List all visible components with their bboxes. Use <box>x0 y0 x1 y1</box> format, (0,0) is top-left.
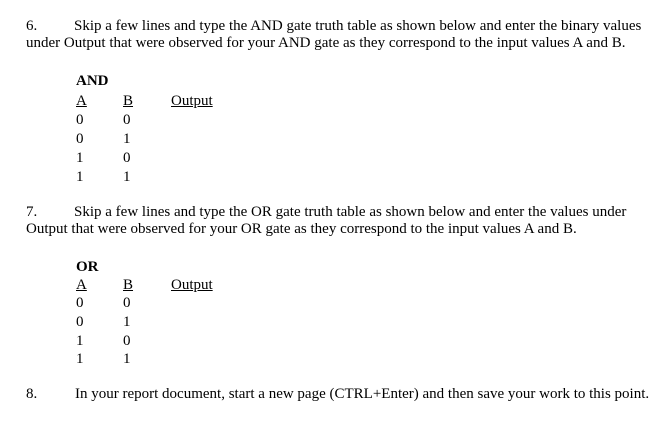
step-text: Skip a few lines and type the OR gate truth table as shown below and enter the values under Output that were observed for your OR gate as they correspond to the input values A and B. <box>26 204 627 237</box>
table-row <box>70 112 230 129</box>
cell-b: 1 <box>123 169 131 185</box>
step-text: In your report document, start a new page (CTRL+Enter) and then save your work to this point. <box>75 386 650 402</box>
column-header-a: A <box>76 277 87 293</box>
cell-b: 0 <box>123 112 131 128</box>
cell-b: 1 <box>123 351 131 367</box>
column-header-b: B <box>123 93 134 109</box>
cell-a: 0 <box>76 314 84 330</box>
cell-a: 1 <box>76 169 84 185</box>
table-row <box>70 314 230 331</box>
step-text: Skip a few lines and type the AND gate truth table as shown below and enter the binary values under Output that were observed for your AND gate as they correspond to the input values A and B. <box>26 18 642 51</box>
column-header-a: A <box>76 93 87 109</box>
table-row <box>70 169 230 186</box>
cell-b: 0 <box>123 333 131 349</box>
cell-b: 0 <box>123 150 131 166</box>
column-header-output: Output <box>171 277 213 293</box>
table-header-row <box>70 277 230 294</box>
column-header-b: B <box>123 277 134 293</box>
cell-a: 0 <box>76 112 84 128</box>
table-row <box>70 150 230 167</box>
cell-a: 1 <box>76 351 84 367</box>
cell-b: 1 <box>123 314 131 330</box>
step-8 <box>26 386 656 403</box>
table-header-row <box>70 93 230 110</box>
step-number: 8. <box>26 386 38 402</box>
cell-b: 0 <box>123 295 131 311</box>
step-6 <box>26 18 650 52</box>
step-number: 6. <box>26 18 38 34</box>
step-number: 7. <box>26 204 38 220</box>
cell-a: 0 <box>76 295 84 311</box>
cell-a: 0 <box>76 131 84 147</box>
table-row <box>70 333 230 350</box>
table-row <box>70 131 230 148</box>
table-row <box>70 295 230 312</box>
cell-a: 1 <box>76 150 84 166</box>
table-row <box>70 351 230 368</box>
cell-a: 1 <box>76 333 84 349</box>
table-title: OR <box>76 259 99 275</box>
step-7 <box>26 204 650 238</box>
cell-b: 1 <box>123 131 131 147</box>
column-header-output: Output <box>171 93 213 109</box>
table-title: AND <box>76 73 109 89</box>
